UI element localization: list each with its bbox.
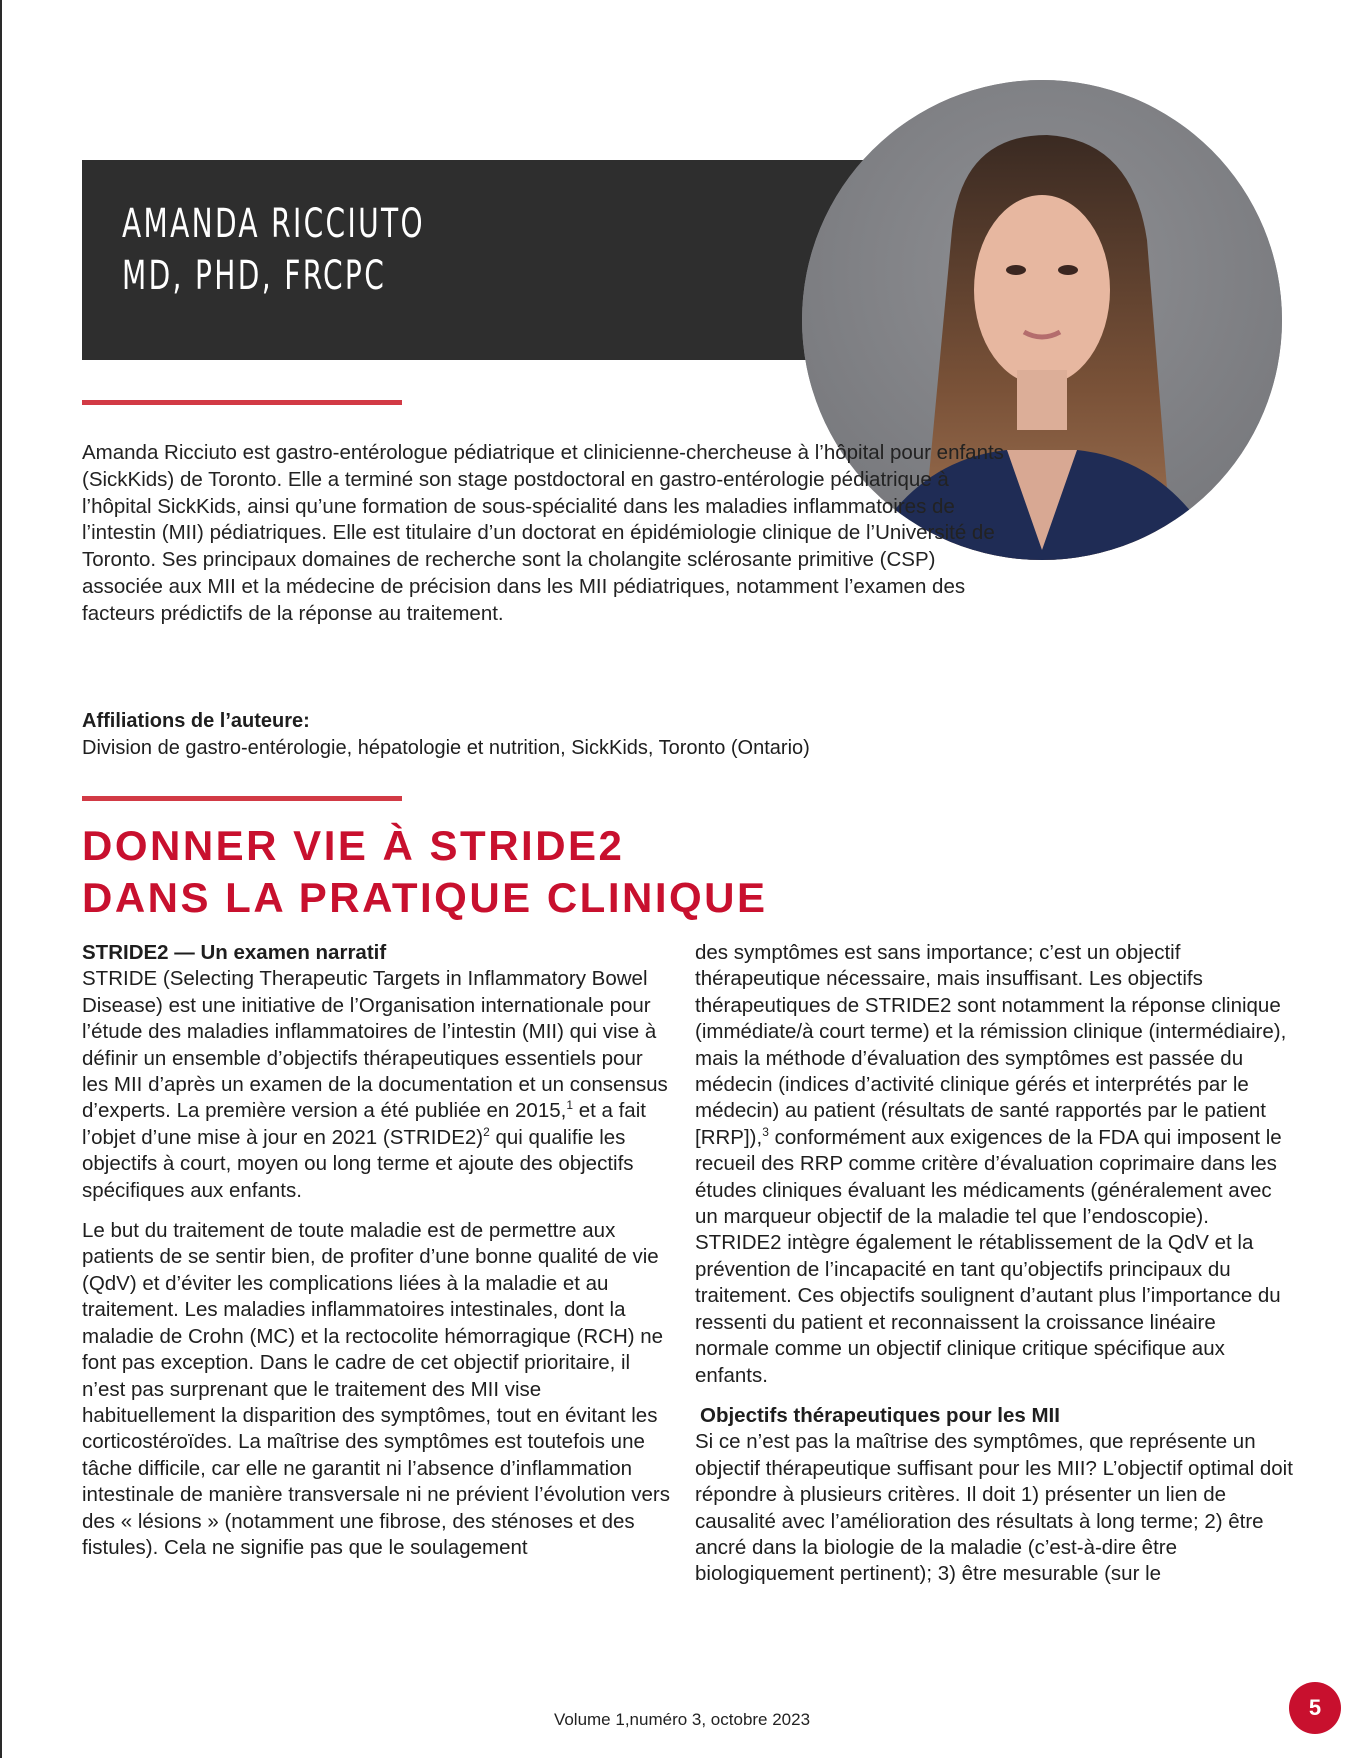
paragraph-text: STRIDE (Selecting Therapeutic Targets in Inflammatory Bowel Disease) est une initiative de l’Organisation internationale pour l’étude des maladies inflammatoires de l’intestin (MII) qui vise à définir un ensemble d’objectifs thérapeutiques essentiels pour les MII d’après un examen de la documentation et un consensus d’experts. La première version a été publiée en 2015, [82,967,668,1123]
footnote-ref[interactable]: 1 [566,1098,574,1113]
affiliations-label: Affiliations de l’auteure: [82,710,310,732]
author-credentials: MD, PHD, FRCPC [122,253,387,299]
paragraph-text: qui qualifie les objectifs à court, moyen ou long terme et ajoute des objectifs spécifiques aux enfants. [82,1125,634,1202]
author-name-block [122,198,425,302]
paragraph [695,940,1295,1389]
paragraph-text: et a fait l’objet d’une mise à jour en 2021 (STRIDE2) [82,1099,646,1149]
paragraph: Si ce n’est pas la maîtrise des symptômes, que représente un objectif thérapeutique suffisant pour les MII? L’objectif optimal doit répondre à plusieurs critères. Il doit 1) présenter un lien de causalité avec l’amélioration des résultats à long terme; 2) être ancré dans la biologie de la maladie (c’est-à-dire être biologiquement pertinent); 3) être mesurable (sur le [695,1430,1293,1586]
author-name: AMANDA RICCIUTO [122,201,425,247]
article-title [82,820,768,924]
red-divider [82,796,402,801]
paragraph [82,966,672,1204]
article-title-line-1: DONNER VIE À STRIDE2 [82,822,625,869]
section-heading: STRIDE2 — Un examen narratif [82,941,387,964]
author-banner [82,160,882,360]
author-bio: Amanda Ricciuto est gastro-entérologue pédiatrique et clinicienne-chercheuse à l’hôpital pour enfants (SickKids) de Toronto. Elle a terminé son stage postdoctoral en gastro-entérologie pédiatrique à l’hôpital SickKids, ainsi qu’une formation de sous-spécialité dans les maladies inflammatoires de l’intestin (MII) pédiatriques. Elle est titulaire d’un doctorat en épidémiologie clinique de l’Université de Toronto. Ses principaux domaines de recherche sont la cholangite sclérosante primitive (CSP) associée aux MII et la médecine de précision dans les MII pédiatriques, notamment l’examen des facteurs prédictifs de la réponse au traitement. [82,441,1004,625]
footnote-ref[interactable]: 2 [483,1125,490,1140]
paragraph-text: conformément aux exigences de la FDA qui imposent le recueil des RRP comme critère d’évaluation coprimaire dans les études cliniques évaluant les médicaments (généralement avec un marqueur objectif de la maladie tel que l’endoscopie). STRIDE2 intègre également le rétablissement de la QdV et la prévention de l’incapacité en tant qu’objectifs principaux du traitement. Ces objectifs soulignent d’autant plus l’importance du ressenti du patient et reconnaissent la croissance linéaire normale comme un objectif clinique critique spécifique aux enfants. [695,1125,1282,1387]
section-heading: Objectifs thérapeutiques pour les MII [700,1403,1060,1427]
paragraph-text: des symptômes est sans importance; c’est un objectif thérapeutique nécessaire, mais insuffisant. Les objectifs thérapeutiques de STRIDE2 sont notamment la réponse clinique (immédiate/à court terme) et la rémission clinique (intermédiaire), mais la méthode d’évaluation des symptômes est passée du médecin (indices d’activité clinique gérés et interprétés par le médecin) au patient (résultats de santé rapportés par le patient [RRP]), [695,941,1287,1149]
page-number-badge: 5 [1289,1682,1341,1734]
affiliations [82,708,1082,762]
article-column-right [695,940,1295,1602]
article-column-left [82,940,672,1575]
affiliations-text: Division de gastro-entérologie, hépatologie et nutrition, SickKids, Toronto (Ontario) [82,737,810,759]
paragraph: Le but du traitement de toute maladie est de permettre aux patients de se sentir bien, de profiter d’une bonne qualité de vie (QdV) et d’éviter les complications liées à la maladie et au traitement. Les maladies inflammatoires intestinales, dont la maladie de Crohn (MC) et la rectocolite hémorragique (RCH) ne font pas exception. Dans le cadre de cet objectif prioritaire, il n’est pas surprenant que le traitement des MII vise habituellement la disparition des symptômes, tout en évitant les corticostéroïdes. La maîtrise des symptômes est toutefois une tâche difficile, car elle ne garantit ni l’absence d’inflammation intestinale de manière transversale ni ne prévient l’évolution vers des « lésions » (notamment une fibrose, des sténoses et des fistules). Cela ne signifie pas que le soulagement [82,1219,670,1559]
footnote-ref[interactable]: 3 [762,1125,769,1140]
issue-footer: Volume 1,numéro 3, octobre 2023 [553,1710,811,1729]
red-divider [82,400,402,405]
article-title-line-2: DANS LA PRATIQUE CLINIQUE [82,874,768,921]
